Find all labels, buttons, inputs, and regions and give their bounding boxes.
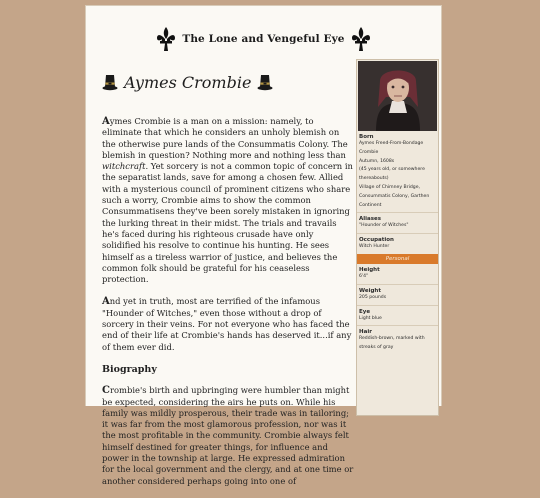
pilgrim-hat-icon	[257, 72, 273, 92]
occupation-label: Occupation	[359, 237, 394, 244]
divider	[357, 325, 438, 326]
divider	[357, 212, 438, 213]
eye-label: Eye	[359, 308, 371, 315]
paragraph-text: rombie's birth and upbringing were humbler than might be expected, considering the airs he puts on. While his family was mildly prosperous, their trade was in tailoring; it was far from the most glamorous profession, nor was it the most profitable in the community. Crombie always felt himself destined for greater things, for influence and power in the township at large. He expressed admiration for the local government and the clergy, and at one time or another considered perhaps going into one of	[102, 385, 354, 486]
drop-cap: A	[102, 116, 110, 127]
paragraph-text: ymes Crombie is a man on a mission: namely, to eliminate that which he considers an unholy blemish on the otherwise pure lands of the Consummatis Colony. The blemish in question? Nothing more and nothing less than	[102, 116, 348, 160]
page-title: Aymes Crombie	[124, 72, 252, 92]
divider	[357, 305, 438, 306]
born-label: Born	[359, 134, 374, 140]
occupation-section	[357, 237, 438, 252]
born-value[interactable]: Continent	[359, 202, 382, 208]
born-value: Crombie	[359, 149, 379, 155]
personal-section-header: Personal	[357, 254, 438, 264]
born-value: Aymes Freed-From-Bondage	[359, 141, 424, 146]
born-value: Autumn, 1608s	[359, 158, 395, 164]
born-value: thereabouts)	[359, 176, 389, 182]
paragraph-text: . Yet sorcery is not a common topic of concern in the separatist lands, save for among a chosen few. Allied with a mysterious council of prominent citizens who share such a worry, Crombie aims to show the common Consummatisens they've been sorely mistaken in ignoring the lurking threat in their midst. The trials and travails he's faced during his righteous crusade have only solidified his resolve to continue his hunting. He sees himself as a tireless warrior of justice, and believes the common folk should be grateful for his ceaseless protection.	[102, 161, 353, 285]
divider	[357, 284, 438, 285]
hair-section	[357, 329, 438, 353]
fleur-de-lis-icon	[351, 26, 371, 52]
aliases-label: Aliases	[359, 216, 382, 223]
article-body	[102, 116, 354, 498]
hair-value: streaks of gray	[359, 345, 394, 351]
divider	[357, 233, 438, 234]
character-portrait[interactable]	[358, 61, 437, 131]
drop-cap: A	[102, 296, 110, 308]
eye-value: Light blue	[359, 315, 382, 321]
site-header	[86, 24, 441, 54]
site-title[interactable]: The Lone and Vengeful Eye	[182, 33, 345, 45]
drop-cap: C	[102, 385, 110, 397]
aliases-section	[357, 216, 438, 231]
height-section	[357, 267, 438, 282]
hair-value: Reddish-brown, marked with	[359, 336, 425, 342]
eye-section	[357, 309, 438, 324]
weight-section	[357, 288, 438, 303]
article-title	[102, 70, 273, 94]
character-infobox	[356, 59, 439, 416]
hair-label: Hair	[359, 329, 372, 336]
emphasis-text: witchcraft	[102, 161, 146, 172]
biography-paragraph	[102, 385, 354, 487]
intro-paragraph	[102, 116, 354, 285]
born-value[interactable]: Village of Chimney Bridge,	[359, 184, 420, 190]
paragraph-text: nd yet in truth, most are terrified of the infamous "Hounder of Witches," even those without a drop of sorcery in their veins. For not everyone who has faced the end of their life at Crombie's hands has deserved it...if any of them ever did.	[102, 296, 352, 352]
born-section	[357, 134, 438, 210]
born-value: (45 years old, or somewhere	[359, 167, 425, 173]
pilgrim-hat-icon	[102, 72, 118, 92]
occupation-value[interactable]: Witch Hunter	[359, 244, 390, 250]
weight-label: Weight	[359, 287, 381, 294]
aliases-value: "Hounder of Witches"	[359, 223, 409, 229]
fleur-de-lis-icon	[156, 26, 176, 52]
section-heading-biography: Biography	[102, 363, 157, 375]
intro-paragraph	[102, 296, 354, 352]
height-value: 6'4"	[359, 273, 369, 279]
content-page	[85, 5, 442, 486]
height-label: Height	[359, 266, 380, 273]
born-value[interactable]: Consummatis Colony, Garthen	[359, 193, 430, 199]
weight-value: 205 pounds	[359, 294, 387, 300]
